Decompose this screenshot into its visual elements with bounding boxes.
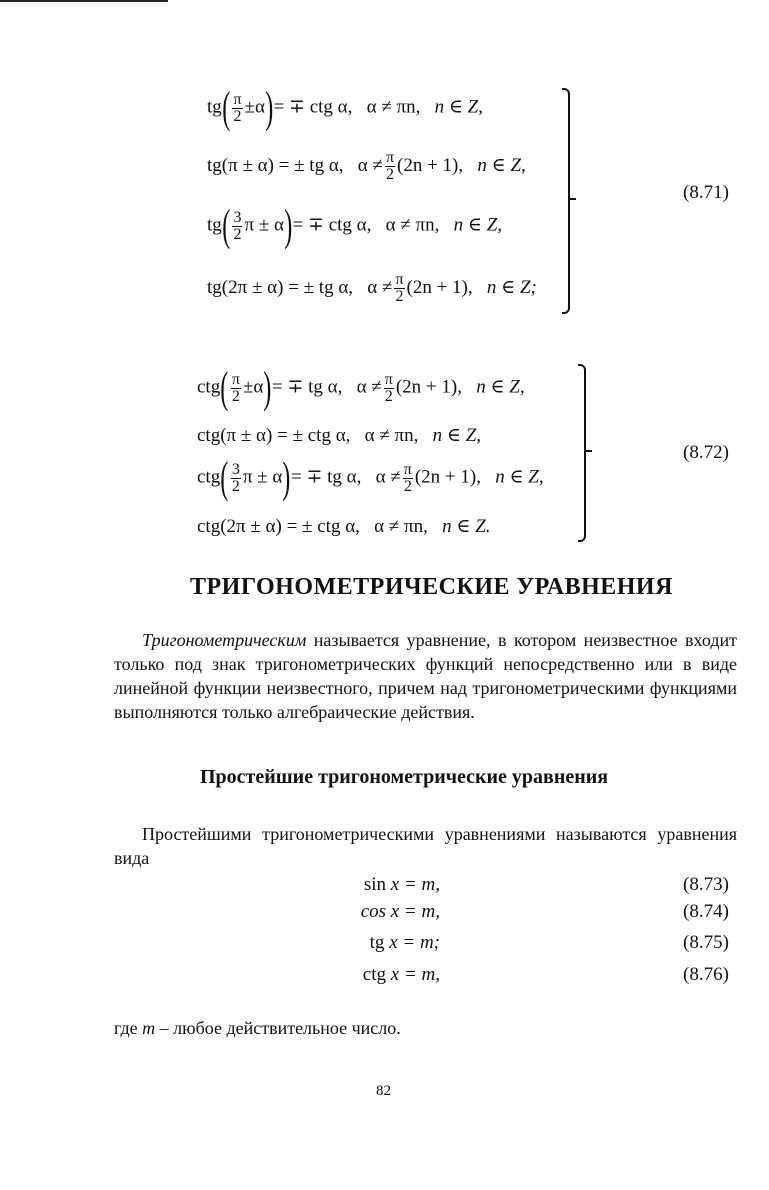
equation-number-875: (8.75) bbox=[683, 932, 729, 953]
brace-872-tip bbox=[584, 450, 592, 452]
formula-871-line2: tg(π ± α) = ± tg α, α ≠ $\frac{\pi}{2}$ (2n + 1), n ∈ Z, bbox=[207, 149, 526, 183]
defined-term: Тригонометрическим bbox=[142, 630, 307, 650]
equation-number-873: (8.73) bbox=[683, 874, 729, 895]
formula-872-line2: ctg(π ± α) = ± ctg α, α ≠ πn, n ∈ Z, bbox=[197, 425, 482, 446]
formula-872-line4: ctg(2π ± α) = ± ctg α, α ≠ πn, n ∈ Z. bbox=[197, 516, 491, 537]
brace-871-tip bbox=[568, 198, 576, 200]
equation-number-872: (8.72) bbox=[683, 442, 729, 463]
definition-paragraph: Тригонометрическим называется уравнение, в котором неизвестное входит только под знак тригонометрических функций непосредственно или в виде линейной функции неизвестного, причем над тригонометрическими функциями выполняются только алгебраические действия. bbox=[114, 630, 737, 722]
where-paragraph: где m – любое действительное число. bbox=[114, 1018, 401, 1038]
section-title: ТРИГОНОМЕТРИЧЕСКИЕ УРАВНЕНИЯ bbox=[190, 574, 673, 600]
equation-875: tg x = m; bbox=[369, 932, 440, 953]
top-rule bbox=[0, 0, 168, 2]
equation-874: cos x = m, bbox=[360, 901, 440, 922]
equation-number-874: (8.74) bbox=[683, 901, 729, 922]
formula-871-line3: tg( $\frac{3}{2}$ π ± α)= ∓ ctg α, α ≠ πn, n ∈ Z, bbox=[207, 201, 503, 250]
brace-871 bbox=[562, 88, 570, 314]
page-number: 82 bbox=[376, 1083, 391, 1099]
equation-873: sin x = m, bbox=[363, 874, 440, 895]
equation-number-876: (8.76) bbox=[683, 964, 729, 985]
formula-872-line3: ctg( $\frac{3}{2}$ π ± α)= ∓ tg α, α ≠ $\frac{\pi}{2}$ (2n + 1), n ∈ Z, bbox=[197, 453, 544, 502]
equation-876: ctg x = m, bbox=[362, 964, 440, 985]
brace-872 bbox=[578, 364, 586, 542]
equation-number-871: (8.71) bbox=[683, 182, 729, 203]
formula-872-line1: ctg( $\frac{\pi}{2}$ ±α)= ∓ tg α, α ≠ $\frac{\pi}{2}$ (2n + 1), n ∈ Z, bbox=[197, 363, 525, 412]
formula-871-line4: tg(2π ± α) = ± tg α, α ≠ $\frac{\pi}{2}$ (2n + 1), n ∈ Z; bbox=[207, 271, 537, 305]
subsection-title: Простейшие тригонометрические уравнения bbox=[200, 766, 609, 788]
formula-871-line1: tg( $\frac{\pi}{2}$ ±α)= ∓ ctg α, α ≠ πn, n ∈ Z, bbox=[207, 83, 483, 132]
intro-paragraph: Простейшими тригонометрическими уравнениями называются уравнения вида bbox=[114, 824, 737, 868]
